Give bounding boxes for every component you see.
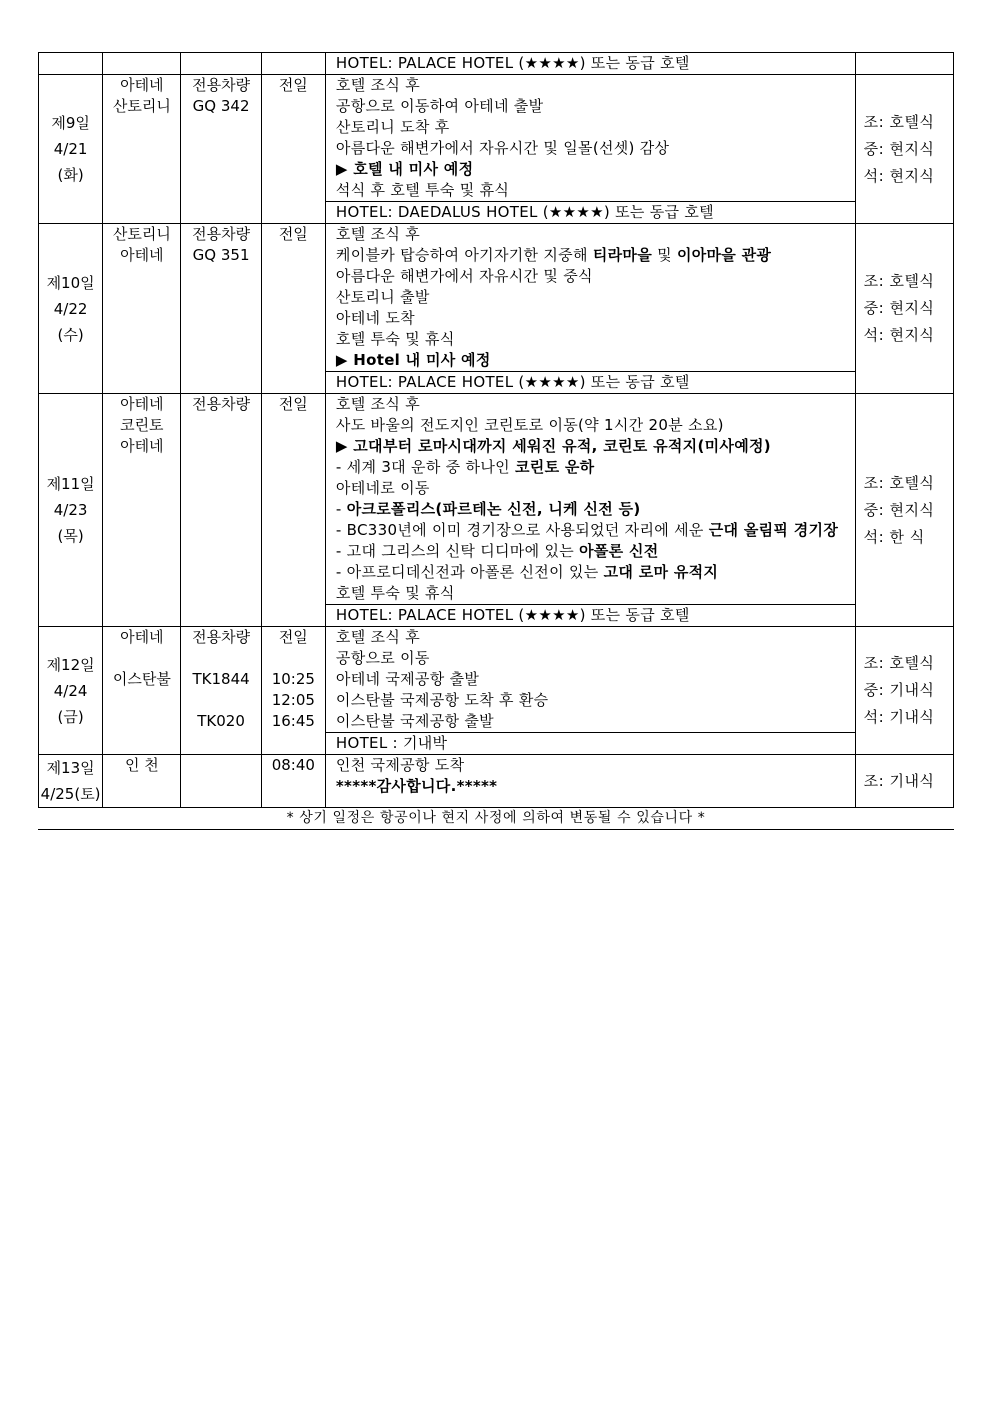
meal-item: 조: 호텔식 (863, 654, 935, 672)
time-cell (261, 627, 325, 755)
city-cell (103, 224, 181, 394)
schedule-cell (325, 627, 855, 755)
day-weekday: (화) (57, 166, 84, 184)
schedule-list (326, 75, 855, 223)
hotel-info: HOTEL: PALACE HOTEL (★★★★) 또는 동급 호텔 (326, 371, 855, 393)
time-item: 16:45 (271, 712, 315, 730)
day-cell (39, 224, 103, 394)
transport-item: 전용차량 (192, 225, 251, 243)
schedule-item: 아름다운 해변가에서 자유시간 및 일몰(선셋) 감상 (335, 139, 670, 157)
day-date: 4/24 (53, 681, 88, 700)
schedule-item: 석식 후 호텔 투숙 및 휴식 (335, 181, 510, 199)
day-day: 제10일 (46, 273, 95, 292)
schedule-cell (325, 755, 855, 808)
time-cell (261, 75, 325, 224)
city-name (103, 648, 180, 669)
schedule-item (336, 159, 855, 180)
time-item: 전일 (278, 225, 308, 243)
day-weekday: (목) (57, 527, 84, 545)
transport-cell (181, 627, 261, 755)
day-weekday: (수) (57, 325, 84, 344)
city-name: 아테네 (120, 76, 164, 94)
meal-item: 조: 기내식 (863, 771, 935, 790)
schedule-highlight: 티라마을 (592, 246, 652, 264)
schedule-highlight: 코린토 운하 (514, 458, 595, 476)
city-cell (103, 53, 181, 75)
transport-cell (181, 75, 261, 224)
schedule-item: 호텔 투숙 및 휴식 (335, 584, 455, 602)
schedule-item: 호텔 조식 후 (335, 225, 420, 243)
meal-item: 중: 현지식 (863, 500, 935, 519)
schedule-item: 이스탄불 국제공항 출발 (335, 712, 494, 730)
city-cell (103, 75, 181, 224)
time-cell (261, 224, 325, 394)
schedule-item: 호텔 조식 후 (335, 395, 420, 413)
schedule-cell (325, 394, 855, 627)
transport-item (181, 755, 260, 776)
schedule-text: - 세계 3대 운하 중 하나인 (335, 458, 515, 476)
transport-cell (181, 755, 261, 808)
schedule-highlight: 아폴론 신전 (579, 542, 659, 560)
time-item: 전일 (278, 395, 308, 413)
schedule-item: 이스탄불 국제공항 도착 후 환승 (335, 691, 549, 709)
transport-item (181, 690, 260, 711)
schedule-item (336, 499, 855, 520)
schedule-item: 아테네 국제공항 출발 (335, 670, 480, 688)
transport-item: 전용차량 (192, 395, 251, 413)
transport-item: 전용차량 (192, 76, 251, 94)
meal-item: 중: 기내식 (863, 681, 935, 699)
schedule-item: 산토리니 출발 (335, 288, 430, 306)
city-name: 인 천 (124, 756, 159, 774)
day-cell (39, 755, 103, 808)
day-cell (39, 627, 103, 755)
time-item: 12:05 (271, 691, 315, 709)
city-name: 아테네 (120, 246, 164, 264)
schedule-item (336, 520, 855, 541)
schedule-item (336, 562, 855, 583)
day-date: 4/23 (53, 501, 88, 519)
schedule-item (336, 436, 855, 457)
schedule-highlight: 이아마을 관광 (676, 246, 772, 264)
schedule-item: 아테네로 이동 (335, 479, 430, 497)
transport-item: TK020 (197, 712, 245, 730)
schedule-text: 케이블카 탑승하여 아기자기한 지중해 (335, 246, 593, 264)
hotel-info: HOTEL: PALACE HOTEL (★★★★) 또는 동급 호텔 (326, 604, 855, 626)
transport-item: TK1844 (192, 670, 250, 688)
meal-cell (855, 75, 953, 224)
meal-item: 중: 현지식 (863, 139, 935, 158)
schedule-cell (325, 224, 855, 394)
time-item: 전일 (278, 628, 308, 646)
schedule-item: 호텔 조식 후 (335, 76, 420, 94)
time-item: 10:25 (271, 670, 315, 688)
day-day: 제13일 (46, 759, 95, 777)
meal-item: 조: 호텔식 (863, 473, 935, 492)
itinerary-table (38, 52, 954, 808)
transport-item: GQ 351 (192, 246, 250, 264)
schedule-item: 인천 국제공항 도착 (335, 756, 465, 774)
schedule-text: - 아프로디데신전과 아폴론 신전이 있는 (335, 563, 604, 581)
schedule-cell (325, 53, 855, 75)
schedule-item: 공항으로 이동하여 아테네 출발 (335, 97, 544, 115)
transport-cell (181, 224, 261, 394)
day-day: 제12일 (46, 655, 95, 674)
table-row (39, 75, 954, 224)
meal-cell (855, 755, 953, 808)
table-row (39, 627, 954, 755)
day-date: 4/22 (53, 299, 88, 318)
meal-item: 석: 현지식 (863, 166, 935, 185)
day-weekday: (금) (57, 707, 84, 726)
day-cell (39, 53, 103, 75)
time-item (262, 648, 325, 669)
time-cell (261, 394, 325, 627)
transport-item (181, 648, 260, 669)
meal-item: 석: 한 식 (863, 527, 925, 546)
schedule-text: - (335, 500, 347, 518)
day-date: 4/25(토) (40, 785, 101, 803)
table-row-top (39, 53, 954, 75)
transport-cell (181, 53, 261, 75)
schedule-highlight: ▶ Hotel 내 미사 예정 (335, 351, 491, 369)
schedule-item (336, 457, 855, 478)
time-cell (261, 53, 325, 75)
schedule-text: 및 (652, 246, 677, 264)
schedule-list (326, 224, 855, 393)
city-name: 코린토 (120, 416, 164, 434)
time-item: 08:40 (271, 756, 315, 774)
day-cell (39, 75, 103, 224)
city-cell (103, 394, 181, 627)
meal-cell (855, 224, 953, 394)
city-cell (103, 627, 181, 755)
schedule-list (326, 755, 855, 797)
transport-cell (181, 394, 261, 627)
day-day: 제11일 (46, 475, 95, 493)
meal-cell (855, 627, 953, 755)
day-day: 제9일 (51, 114, 90, 132)
hotel-info: HOTEL: DAEDALUS HOTEL (★★★★) 또는 동급 호텔 (326, 201, 855, 223)
schedule-change-footnote: * 상기 일정은 항공이나 현지 사정에 의하여 변동될 수 있습니다 * (38, 808, 954, 830)
schedule-text: - BC330년에 이미 경기장으로 사용되었던 자리에 세운 (335, 521, 709, 539)
schedule-item: 아름다운 해변가에서 자유시간 및 중식 (335, 267, 593, 285)
schedule-text: - 고대 그리스의 신탁 디디마에 있는 (335, 542, 580, 560)
city-name: 산토리니 (112, 225, 171, 243)
time-item: 전일 (278, 76, 308, 94)
meal-cell (855, 53, 953, 75)
schedule-highlight: ▶ 호텔 내 미사 예정 (335, 160, 474, 178)
schedule-item: 산토리니 도착 후 (335, 118, 450, 136)
schedule-highlight: ▶ 고대부터 로마시대까지 세워진 유적, 코린토 유적지(미사예정) (335, 437, 771, 455)
meal-cell (855, 394, 953, 627)
city-name: 아테네 (120, 437, 164, 455)
time-cell (261, 755, 325, 808)
meal-item: 조: 호텔식 (863, 112, 935, 131)
table-row (39, 224, 954, 394)
schedule-item (336, 245, 855, 266)
day-cell (39, 394, 103, 627)
schedule-item: 호텔 투숙 및 휴식 (335, 330, 455, 348)
schedule-item (336, 541, 855, 562)
schedule-item: 공항으로 이동 (335, 649, 430, 667)
city-cell (103, 755, 181, 808)
schedule-list (326, 627, 855, 754)
city-name: 이스탄불 (112, 670, 171, 688)
day-date: 4/21 (53, 140, 88, 158)
schedule-highlight: 아크로폴리스(파르테논 신전, 니케 신전 등) (346, 500, 641, 518)
schedule-highlight: 고대 로마 유적지 (603, 563, 719, 581)
schedule-item: 호텔 조식 후 (335, 628, 420, 646)
schedule-item (336, 350, 855, 371)
schedule-item: 사도 바울의 전도지인 코린토로 이동(약 1시간 20분 소요) (335, 416, 724, 434)
table-row (39, 394, 954, 627)
meal-item: 석: 현지식 (863, 326, 935, 344)
transport-item: 전용차량 (192, 628, 251, 646)
schedule-list (326, 394, 855, 626)
meal-item: 조: 호텔식 (863, 272, 935, 290)
hotel-info: HOTEL: PALACE HOTEL (★★★★) 또는 동급 호텔 (335, 54, 690, 72)
hotel-info: HOTEL : 기내박 (326, 732, 855, 754)
itinerary-sheet (38, 52, 954, 830)
schedule-item: 아테네 도착 (335, 309, 415, 327)
transport-item: GQ 342 (192, 97, 250, 115)
city-name: 아테네 (120, 395, 164, 413)
schedule-cell (325, 75, 855, 224)
meal-item: 석: 기내식 (863, 708, 935, 726)
schedule-highlight: 근대 올림픽 경기장 (708, 521, 839, 539)
schedule-highlight: *****감사합니다.***** (335, 777, 498, 795)
meal-item: 중: 현지식 (863, 299, 935, 317)
schedule-item (336, 776, 855, 797)
city-name: 아테네 (120, 628, 164, 646)
table-row (39, 755, 954, 808)
city-name: 산토리니 (112, 97, 171, 115)
